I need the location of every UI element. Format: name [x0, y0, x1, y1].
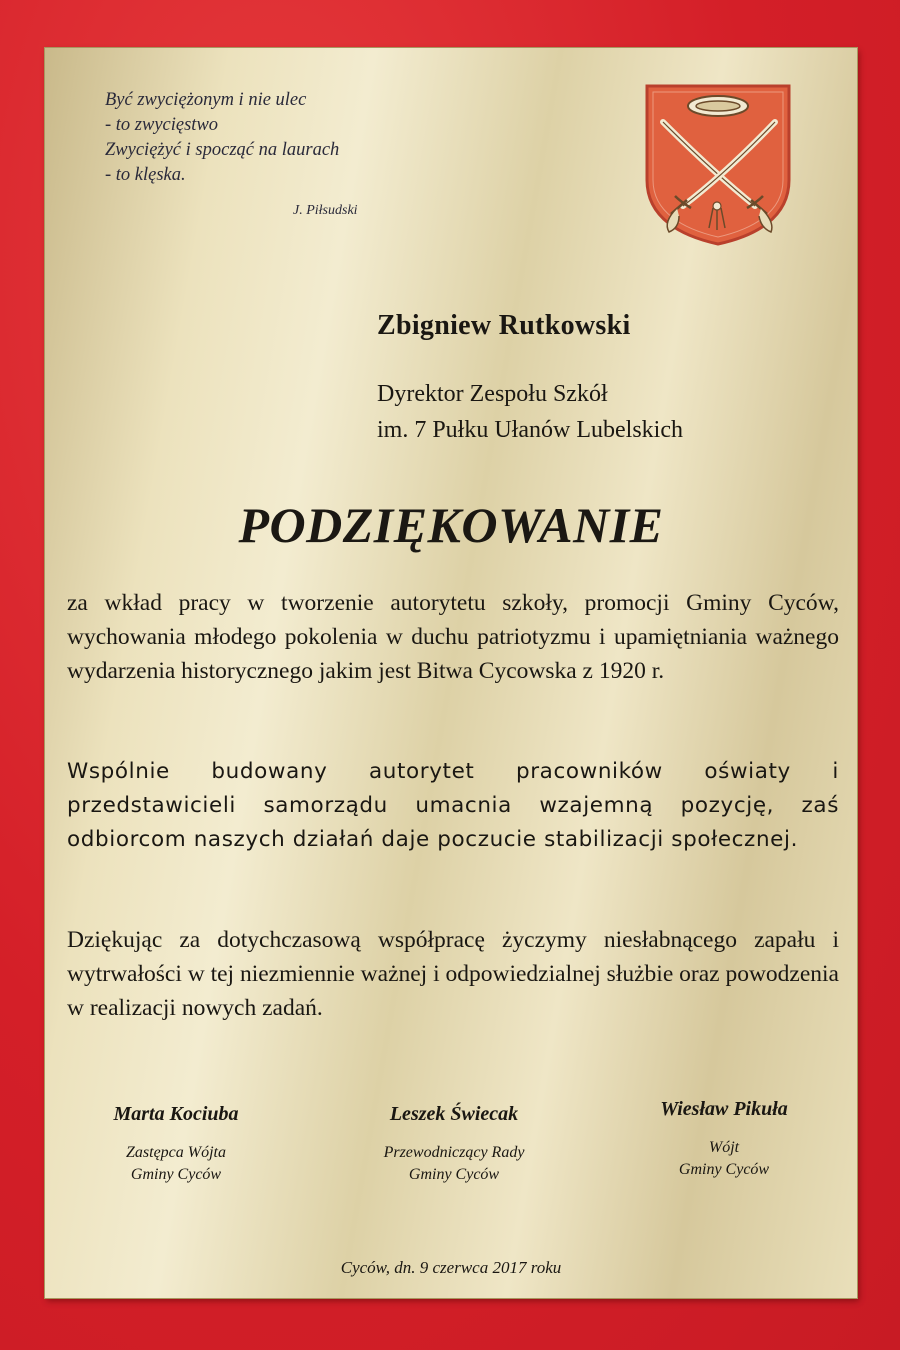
recipient-name: Zbigniew Rutkowski [377, 310, 631, 341]
body-paragraph: Wspólnie budowany autorytet pracowników oświaty i przedstawicieli samorządu umacnia wzajemną pozycję, zaś odbiorcom naszych działań daje poczucie stabilizacji społecznej. [67, 759, 839, 852]
quote-line: - to zwycięstwo [105, 115, 219, 135]
plaque [45, 48, 857, 1298]
recipient-role-line: im. 7 Pułku Ułanów Lubelskich [377, 417, 683, 443]
signatory [609, 1098, 839, 1181]
signatory-name: Leszek Świecak [389, 1103, 519, 1125]
place-date: Cyców, dn. 9 czerwca 2017 roku [340, 1258, 562, 1277]
signatory [61, 1103, 291, 1186]
signatory-role: Gminy Cyców [678, 1161, 770, 1178]
signatory-name: Marta Kociuba [113, 1103, 239, 1125]
signatory [339, 1103, 569, 1186]
recipient-role-line: Dyrektor Zespołu Szkół [377, 381, 608, 407]
document-title: PODZIĘKOWANIE [238, 497, 664, 553]
signatory-role: Przewodniczący Rady [383, 1144, 525, 1161]
body-paragraph: za wkład pracy w tworzenie autorytetu szkoły, promocji Gminy Cyców, wychowania młodego pokolenia w duchu patriotyzmu i upamiętniania ważnego wydarzenia historycznego jakim jest Bitwa Cycowska z 1920 r. [67, 590, 839, 684]
quote-line: Być zwyciężonym i nie ulec [105, 90, 307, 110]
quote-line: Zwyciężyć i spocząć na laurach [105, 140, 340, 160]
signatory-role: Gminy Cyców [408, 1166, 500, 1183]
coat-of-arms-crossed-sabres-icon [643, 82, 793, 246]
quote-line: - to klęska. [105, 165, 186, 185]
recipient-role [377, 376, 683, 448]
signatory-role: Wójt [708, 1139, 740, 1156]
quote [105, 88, 405, 188]
signatory-role: Zastępca Wójta [126, 1144, 226, 1161]
quote-author: J. Piłsudski [293, 203, 358, 218]
signatory-name: Wiesław Pikuła [660, 1098, 788, 1120]
body-paragraph: Dziękując za dotychczasową współpracę życzymy niesłabnącego zapału i wytrwałości w tej niezmiennie ważnej i odpowiedzialnej służbie oraz powodzenia w realizacji nowych zadań. [67, 927, 839, 1021]
signatory-role: Gminy Cyców [130, 1166, 222, 1183]
